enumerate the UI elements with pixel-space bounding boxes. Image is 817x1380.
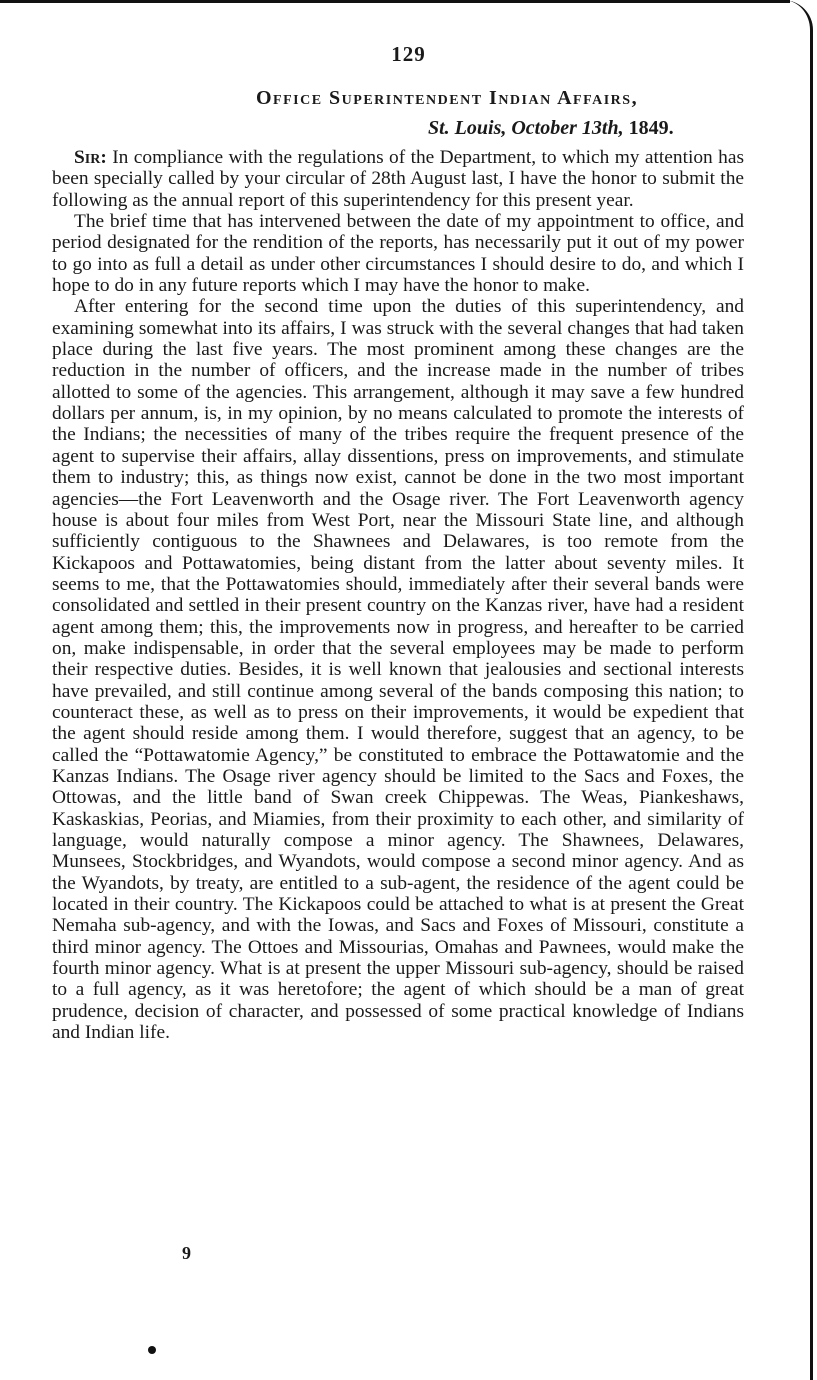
- salutation: Sir:: [74, 147, 107, 168]
- year: 1849.: [628, 117, 674, 139]
- signature-mark: 9: [182, 1243, 191, 1263]
- letter-body: [52, 147, 744, 1043]
- office-heading: Office Superintendent Indian Affairs,: [256, 87, 639, 109]
- paragraph-1: [52, 147, 744, 211]
- paragraph-3: After entering for the second time upon the duties of this superintendency, and examining somewhat into its affairs, I was struck with the several changes that had taken place during the last five years. The most prominent among these changes are the reduction in the number of officers, and the increase made in the number of tribes allotted to some of the agencies. This arrangement, although it may save a few hundred dollars per annum, is, in my opinion, by no means calculated to promote the interests of the Indians; the necessities of many of the tribes require the frequent presence of the agent to supervise their affairs, allay dissentions, press on improvements, and stimulate them to industry; this, as things now exist, cannot be done in the two most important agencies—the Fort Leavenworth and the Osage river. The Fort Leavenworth agency house is about four miles from West Port, near the Missouri State line, and although sufficiently contiguous to the Shawnees and Delawares, is too remote from the Kickapoos and Pottawatomies, being distant from the latter about seventy miles. It seems to me, that the Pottawatomies should, immediately after their several bands were consolidated and settled in their present country on the Kanzas river, have had a resident agent among them; this, the improvements now in progress, and hereafter to be carried on, make indispensable, in order that the several employees may be made to perform their respective duties. Besides, it is well known that jealousies and sectional interests have prevailed, and still continue among several of the bands composing this nation; to counteract these, as well as to press on their improvements, it would be expedient that the agent should reside among them. I would therefore, suggest that an agency, to be called the “Pottawatomie Agency,” be constituted to embrace the Pottawatomie and the Kanzas Indians. The Osage river agency should be limited to the Sacs and Foxes, the Ottowas, and the little band of Swan creek Chippewas. The Weas, Piankeshaws, Kaskaskias, Peorias, and Miamies, from their proximity to each other, and similarity of language, would naturally compose a minor agency. The Shawnees, Delawares, Munsees, Stockbridges, and Wyandots, would compose a second minor agency. And as the Wyandots, by treaty, are entitled to a sub-agent, the residence of the agent could be located in their country. The Kickapoos could be attached to what is at present the Great Nemaha sub-agency, and with the Iowas, and Sacs and Foxes of Missouri, constitute a third minor agency. The Ottoes and Missourias, Omahas and Pawnees, would make the fourth minor agency. What is at present the upper Missouri sub-agency, should be raised to a full agency, as it was heretofore; the agent of which should be a man of great prudence, decision of character, and possessed of some practical knowledge of Indians and Indian life.: [52, 296, 744, 1044]
- paragraph-2: The brief time that has intervened between the date of my appointment to office, and period designated for the rendition of the reports, has necessarily put it out of my power to go into as full a detail as under other circumstances I should desire to do, and which I hope to do in any future reports which I may have the honor to make.: [52, 211, 744, 297]
- ink-dot: [148, 1346, 156, 1354]
- page-edge-top: [0, 0, 790, 9]
- page-number: 129: [391, 42, 426, 66]
- place-date-line: [428, 117, 674, 140]
- page-edge-right: [783, 0, 813, 1380]
- paragraph-1-text: In compliance with the regulations of the Department, to which my attention has been specially called by your circular of 28th August last, I have the honor to submit the following as the annual report of this superintendency for this present year.: [52, 147, 744, 211]
- place-date: St. Louis, October 13th,: [428, 117, 624, 139]
